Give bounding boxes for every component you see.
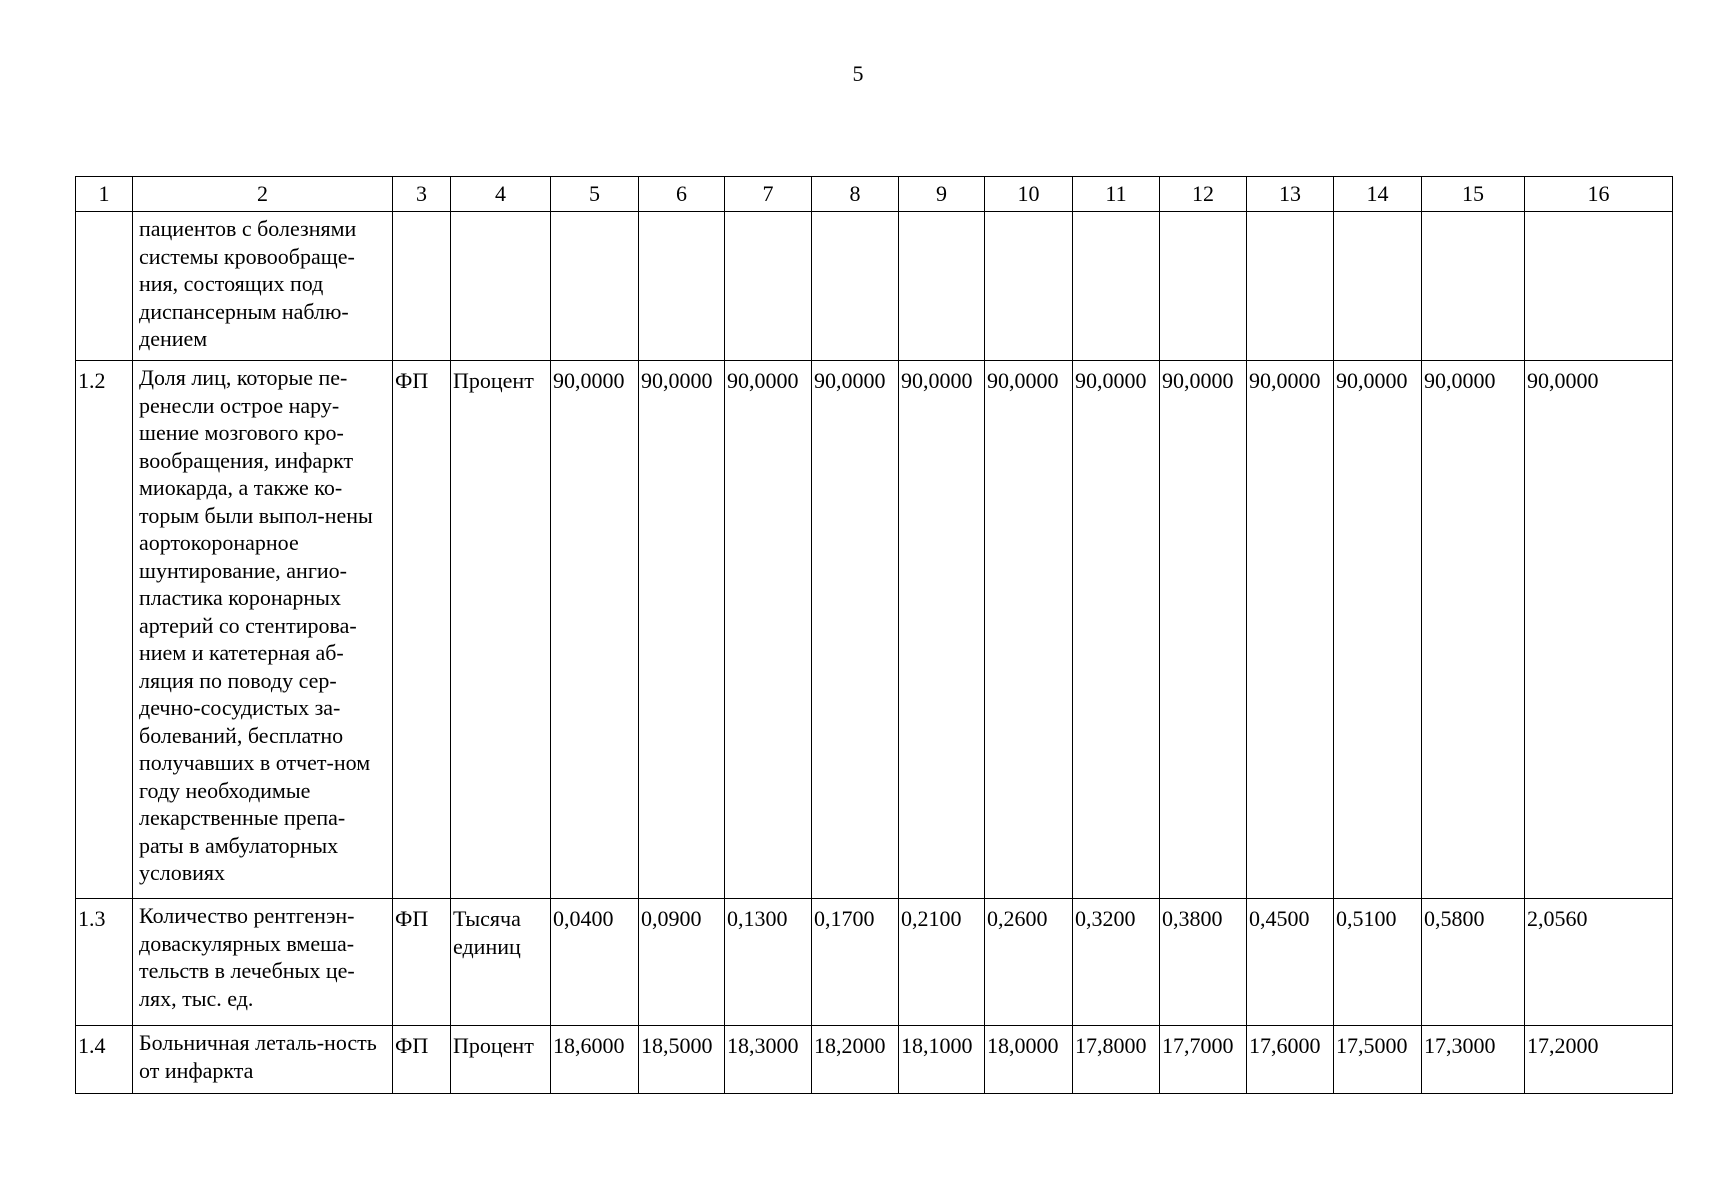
indicator-value: 90,0000 xyxy=(639,361,725,899)
column-number: 2 xyxy=(133,177,393,212)
column-number: 6 xyxy=(639,177,725,212)
indicator-value xyxy=(551,212,639,361)
indicator-source: ФП xyxy=(393,1026,451,1094)
column-number: 15 xyxy=(1422,177,1525,212)
column-number: 10 xyxy=(985,177,1073,212)
indicator-value: 17,8000 xyxy=(1073,1026,1160,1094)
indicator-value: 18,3000 xyxy=(725,1026,812,1094)
table-row-1-3 xyxy=(76,899,1673,1026)
indicator-description: Доля лиц, которые пе-ренесли острое нару-шение мозгового кро-вообращения, инфаркт миокарда, а также ко-торым были выпол-нены аортокоронарное шунтирование, ангио-пластика коронарных артерий со стентирова-нием и катетерная аб-ляция по поводу сер-дечно-сосудистых за-болеваний, бесплатно получавших в отчет-ном году необходимые лекарственные препа-раты в амбулаторных условиях xyxy=(133,361,393,899)
indicator-value xyxy=(1422,212,1525,361)
column-number: 12 xyxy=(1160,177,1247,212)
indicator-value: 0,1700 xyxy=(812,899,899,1026)
indicator-value: 18,2000 xyxy=(812,1026,899,1094)
column-number: 11 xyxy=(1073,177,1160,212)
indicator-value: 0,3800 xyxy=(1160,899,1247,1026)
column-number: 9 xyxy=(899,177,985,212)
column-number: 8 xyxy=(812,177,899,212)
indicator-source: ФП xyxy=(393,361,451,899)
indicator-value: 0,0900 xyxy=(639,899,725,1026)
indicator-description: Количество рентгенэн-доваскулярных вмеша-тельств в лечебных це-лях, тыс. ед. xyxy=(133,899,393,1026)
indicator-value: 0,2100 xyxy=(899,899,985,1026)
indicator-value xyxy=(1334,212,1422,361)
indicator-value: 2,0560 xyxy=(1525,899,1673,1026)
indicator-value: 17,3000 xyxy=(1422,1026,1525,1094)
indicator-value: 0,5100 xyxy=(1334,899,1422,1026)
indicator-value: 0,5800 xyxy=(1422,899,1525,1026)
indicator-value: 90,0000 xyxy=(899,361,985,899)
indicator-value xyxy=(1247,212,1334,361)
indicator-value: 18,0000 xyxy=(985,1026,1073,1094)
page-number: 5 xyxy=(852,61,864,86)
indicator-value: 0,1300 xyxy=(725,899,812,1026)
row-number: 1.3 xyxy=(76,899,133,1026)
indicator-value xyxy=(1525,212,1673,361)
indicator-source xyxy=(393,212,451,361)
indicator-value: 17,7000 xyxy=(1160,1026,1247,1094)
indicator-value: 18,6000 xyxy=(551,1026,639,1094)
indicator-value xyxy=(899,212,985,361)
indicator-value: 0,0400 xyxy=(551,899,639,1026)
table-row-1-2 xyxy=(76,361,1673,899)
indicator-value xyxy=(1160,212,1247,361)
indicator-value: 90,0000 xyxy=(551,361,639,899)
column-number: 16 xyxy=(1525,177,1673,212)
column-number: 14 xyxy=(1334,177,1422,212)
indicator-value xyxy=(639,212,725,361)
indicator-value: 17,2000 xyxy=(1525,1026,1673,1094)
indicator-value: 90,0000 xyxy=(985,361,1073,899)
column-number: 13 xyxy=(1247,177,1334,212)
column-number: 3 xyxy=(393,177,451,212)
indicator-source: ФП xyxy=(393,899,451,1026)
indicator-description: Больничная леталь-ность от инфаркта xyxy=(133,1026,393,1094)
indicator-value xyxy=(1073,212,1160,361)
indicator-value: 90,0000 xyxy=(725,361,812,899)
indicator-value: 0,4500 xyxy=(1247,899,1334,1026)
indicator-value: 18,1000 xyxy=(899,1026,985,1094)
indicator-value: 90,0000 xyxy=(1247,361,1334,899)
column-number: 5 xyxy=(551,177,639,212)
column-number-row xyxy=(76,177,1673,212)
indicator-value: 90,0000 xyxy=(812,361,899,899)
indicator-unit xyxy=(451,212,551,361)
indicator-unit: Процент xyxy=(451,361,551,899)
indicator-value: 17,6000 xyxy=(1247,1026,1334,1094)
column-number: 7 xyxy=(725,177,812,212)
indicator-value: 90,0000 xyxy=(1525,361,1673,899)
row-number: 1.4 xyxy=(76,1026,133,1094)
indicators-table xyxy=(75,176,1673,1094)
indicator-unit: Процент xyxy=(451,1026,551,1094)
row-number: 1.2 xyxy=(76,361,133,899)
indicator-value xyxy=(985,212,1073,361)
indicator-value: 90,0000 xyxy=(1422,361,1525,899)
indicator-description: пациентов с болезнями системы кровообраще-ния, состоящих под диспансерным наблю-дением xyxy=(133,212,393,361)
indicator-value: 0,2600 xyxy=(985,899,1073,1026)
indicator-value: 0,3200 xyxy=(1073,899,1160,1026)
indicator-unit: Тысяча единиц xyxy=(451,899,551,1026)
indicator-value xyxy=(812,212,899,361)
table-row-continuation xyxy=(76,212,1673,361)
indicator-value xyxy=(725,212,812,361)
indicator-value: 90,0000 xyxy=(1160,361,1247,899)
row-number xyxy=(76,212,133,361)
indicator-value: 90,0000 xyxy=(1073,361,1160,899)
column-number: 1 xyxy=(76,177,133,212)
indicator-value: 90,0000 xyxy=(1334,361,1422,899)
column-number: 4 xyxy=(451,177,551,212)
indicator-value: 18,5000 xyxy=(639,1026,725,1094)
indicator-value: 17,5000 xyxy=(1334,1026,1422,1094)
table-row-1-4 xyxy=(76,1026,1673,1094)
